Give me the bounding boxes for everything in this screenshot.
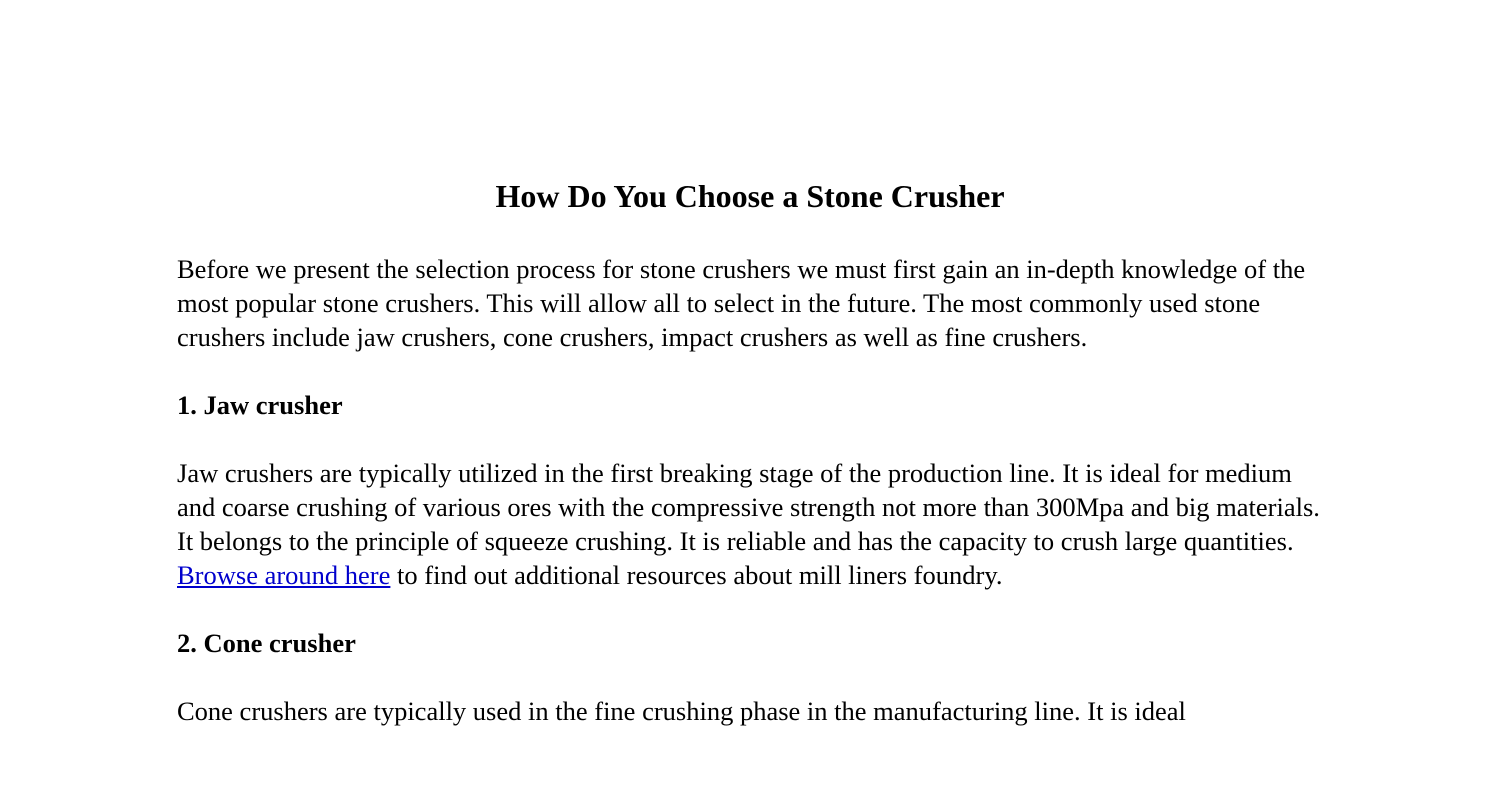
- section-heading-jaw-crusher: 1. Jaw crusher: [177, 390, 343, 420]
- document-content: [177, 174, 1327, 728]
- jaw-crusher-text-before-link: Jaw crushers are typically utilized in the first breaking stage of the production line. It is ideal for medium and coarse crushing of various ores with the compressive strength not more than 300Mpa and big materials. It belongs to the principle of squeeze crushing. It is reliable and has the capacity to crush large quantities.: [177, 458, 1320, 556]
- jaw-crusher-text-after-link: to find out additional resources about mill liners foundry.: [390, 560, 1003, 590]
- document-title: How Do You Choose a Stone Crusher: [495, 178, 1005, 214]
- section-body-jaw-crusher: [177, 456, 1327, 592]
- intro-paragraph: Before we present the selection process for stone crushers we must first gain an in-depth knowledge of the most popular stone crushers. This will allow all to select in the future. The most commonly used stone crushers include jaw crushers, cone crushers, impact crushers as well as fine crushers.: [177, 254, 1306, 352]
- browse-around-here-link[interactable]: Browse around here: [177, 560, 391, 590]
- section-body-cone-crusher: Cone crushers are typically used in the fine crushing phase in the manufacturing line. It is ideal: [177, 696, 1186, 726]
- section-heading-cone-crusher: 2. Cone crusher: [177, 628, 356, 658]
